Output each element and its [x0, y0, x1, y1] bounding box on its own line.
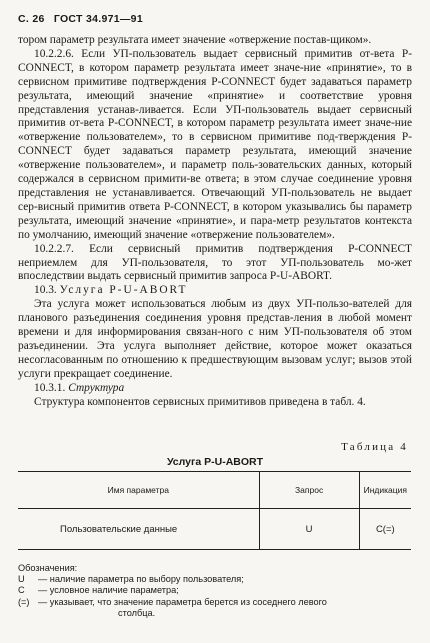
- table-row: [18, 509, 411, 550]
- notation-notes: [18, 563, 413, 619]
- subsection-title: Структура: [68, 381, 125, 394]
- note-symbol: (=): [18, 596, 30, 607]
- parameters-table: [18, 471, 411, 550]
- paragraph-10-2-2-6: 10.2.2.6. Если УП-пользователь выдает сервисный примитив от-вета P-CONNECT, в котором параметр результата имеет значе-ние «принятие», то в сервисном примитиве подтверждения P-CONNECT будет задаваться параметр результата, имеющий значение «принятие» и соответствие уровня представления устанав-ливается. Если УП-пользователь выдает сервисный примитив от-вета P-CONNECT, в котором параметр результата имеет значе-ние «отвержение пользователем», то в сервисном примитиве под-тверждения P-CONNECT будет задаваться параметр результата, имеющий значение «отвержение пользователем», и параметр поль-зовательских данных, который содержался в сервисном примити-ве ответа; в этом случае соединение уровня представления не устанавливается. Отвечающий УП-пользователь не выдает сер-висный примитив ответа P-CONNECT, в котором указывались бы параметр результата, имеющий значение «принятие», и пара-метр результатов контекста по умолчанию, имеющий значение «отвержение пользователем».: [18, 47, 412, 241]
- note-continuation: столбца.: [118, 607, 156, 618]
- table-caption: Таблица 4: [341, 441, 408, 453]
- note-text: — наличие параметра по выбору пользователя;: [38, 574, 244, 585]
- subsection-number: 10.3.1.: [34, 381, 66, 394]
- page-header: [18, 13, 149, 25]
- section-heading-10-3: [18, 284, 412, 298]
- note-text: — условное наличие параметра;: [38, 585, 179, 596]
- page-number: С. 26: [18, 13, 45, 25]
- note-item: [18, 597, 413, 608]
- table-title: Услуга P-U-ABORT: [166, 456, 264, 468]
- standard-code: ГОСТ 34.971—91: [53, 13, 143, 25]
- note-item: [18, 574, 413, 585]
- note-symbol: U: [18, 574, 25, 585]
- column-header-request: Запрос: [259, 472, 359, 509]
- note-text: — указывает, что значение параметра берется из соседнего левого: [38, 596, 327, 607]
- section-title: Услуга P-U-ABORT: [59, 284, 188, 297]
- notes-heading: Обозначения:: [18, 563, 78, 573]
- paragraph-10-2-2-7: 10.2.2.7. Если сервисный примитив подтверждения P-CONNECT неприемлем для УП-пользователя, то этот УП-пользователь мо-жет впоследствии выдать сервисный примитив запроса P-U-ABORT.: [18, 242, 412, 283]
- column-header-indication: Индикация: [359, 472, 411, 509]
- paragraph-continuation: тором параметр результата имеет значение «отвержение постав-щиком».: [18, 34, 372, 46]
- section-number: 10.3.: [34, 284, 57, 297]
- table-cell-parameter-name: Пользовательские данные: [18, 509, 259, 550]
- note-item: [18, 585, 413, 596]
- subsection-heading-10-3-1: [18, 382, 412, 396]
- note-symbol: C: [18, 585, 25, 596]
- column-header-parameter-name: Имя параметра: [18, 472, 259, 509]
- table-header-row: [18, 472, 411, 509]
- table-cell-indication: C(=): [359, 509, 411, 550]
- section-paragraph: Эта услуга может использоваться любым из двух УП-пользо-вателей для планового разъединения соединения уровня представ-ления в любой момент времени и для информирования связан-ного с ним УП-пользователя об этом разъединении. Эта услуга выполняет действие, которое может оказаться несогласованным по отношению к предшествующим вызовам услуг; вызов этой услуги прекращает соединение.: [18, 298, 412, 380]
- body-text: [18, 34, 412, 409]
- structure-paragraph: Структура компонентов сервисных примитивов приведена в табл. 4.: [34, 395, 366, 408]
- table-cell-request: U: [259, 509, 359, 550]
